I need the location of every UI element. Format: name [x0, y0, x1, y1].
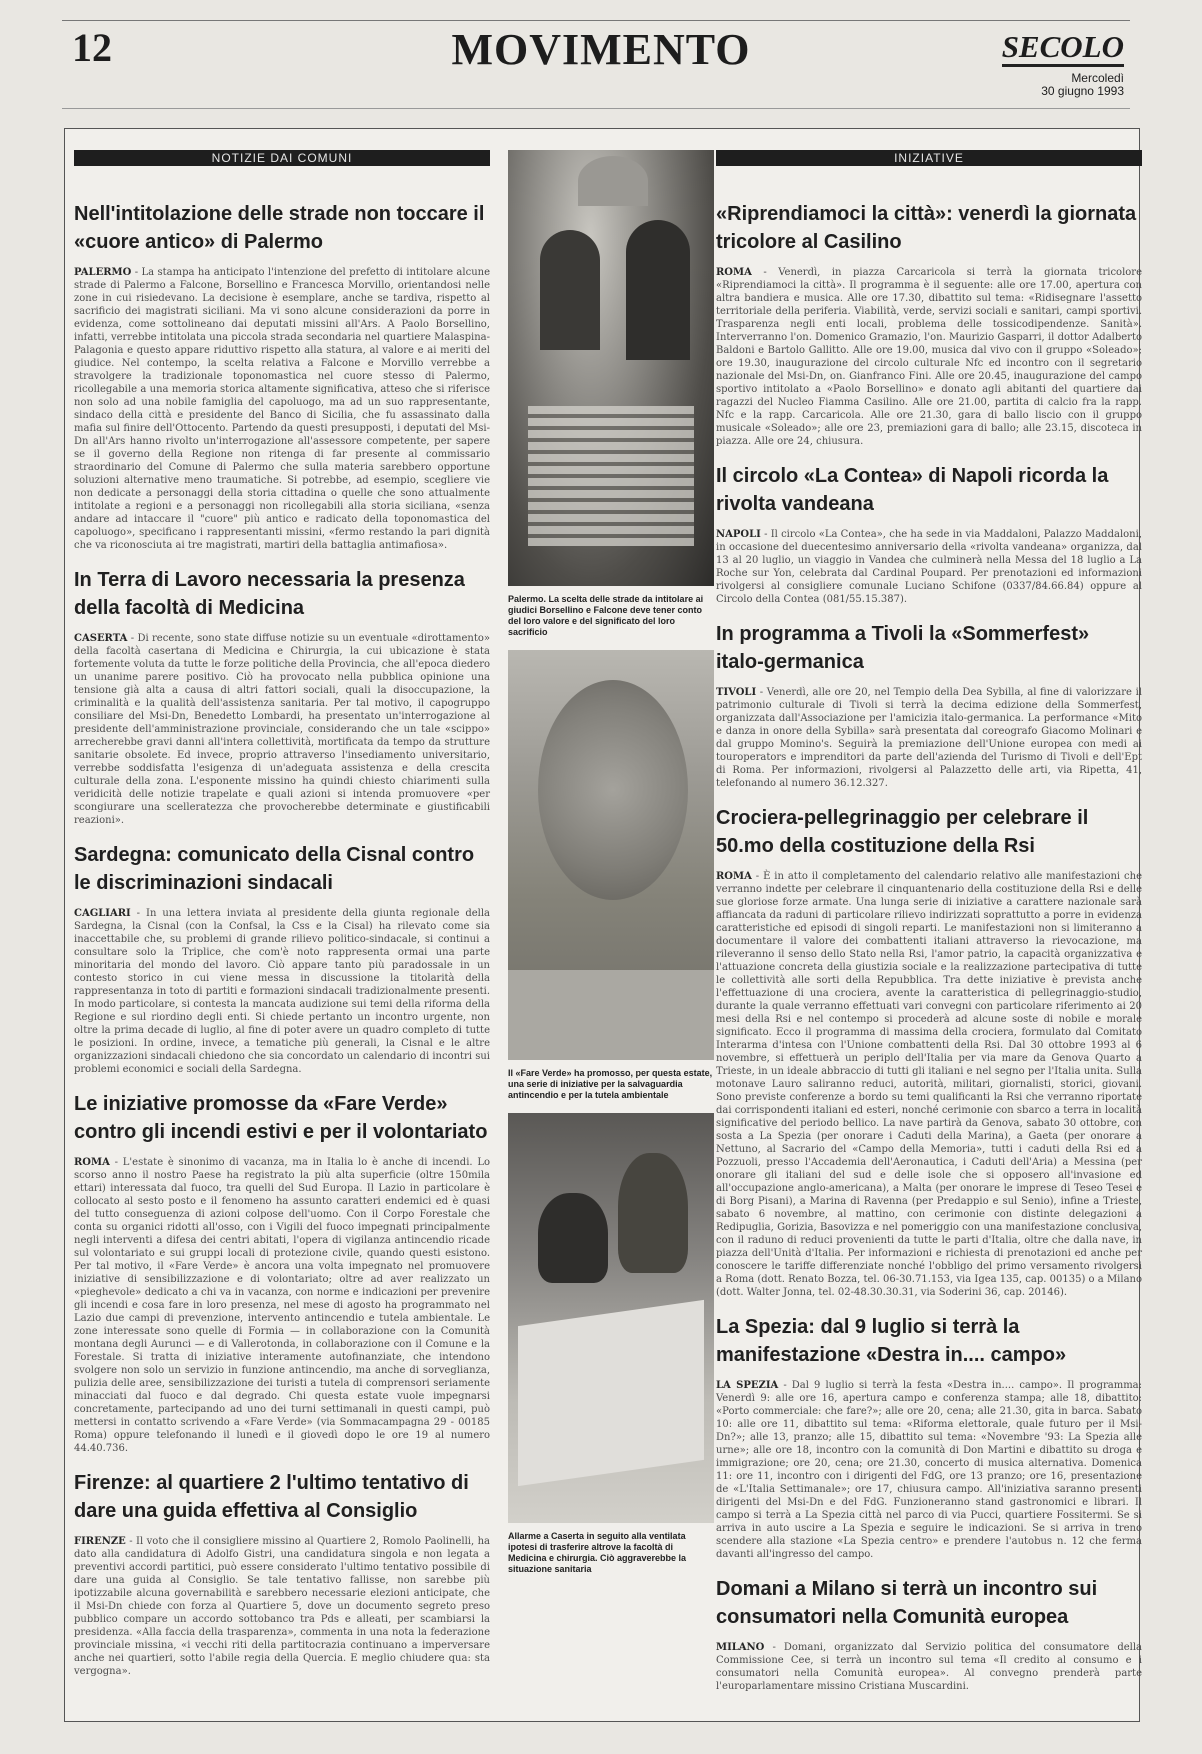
article	[716, 1575, 1142, 1693]
photo-students	[508, 1113, 714, 1523]
article	[74, 1090, 490, 1455]
article-body	[716, 266, 1142, 448]
masthead	[0, 0, 1202, 120]
section-band: NOTIZIE DAI COMUNI	[74, 150, 490, 166]
section-title: MOVIMENTO	[451, 25, 751, 74]
article	[716, 620, 1142, 790]
section-band: INIZIATIVE	[716, 150, 1142, 166]
article-text: - Di recente, sono state diffuse notizie su un eventuale «dirottamento» della facoltà casertana di Medicina e Chirurgia, la cui ubicazione è stata fortemente voluta da tutte le forze politiche della Provincia, che all'epoca diedero un unanime parere positivo. Ciò ha provocato nella pubblica opinione una tensione già alta a causa di altri fattori sociali, quali la disoccupazione, la criminalità e la qualità dell'assistenza sanitaria. Per tal motivo, il capogruppo consiliare del Msi-Dn, Benedetto Lombardi, ha presentato un'interrogazione al presidente dell'amministrazione provinciale, considerando che un tale «scippo» arrecherebbe gravi danni all'intera collettività, mortificata da tempo da strutture sanitarie obsolete. Ed invece, proprio attraverso l'insediamento universitario, verrebbe soddisfatta l'esigenza di un'adeguata assistenza e della crescita culturale della zona. L'esponente missino ha quindi chiesto chiarimenti sulla veridicità delle notizie trapelate e quali azioni si intenda promuovere «per scongiurare una scelleratezza che provocherebbe determinate e giustificabili reazioni».	[74, 633, 490, 826]
photo-detail	[528, 406, 694, 546]
article-body	[74, 632, 490, 827]
article-text: - La stampa ha anticipato l'intenzione del prefetto di intitolare alcune strade di Palermo a Falcone, Borsellino e Francesca Morvillo, orientandosi nelle zone in cui risiedevano. La decisione è esemplare, anche se tardiva, rispetto al sacrificio dei magistrati siciliani. Ma vi sono alcune considerazioni da porre in evidenza, come sottolineano dai deputati missini all'Ars. A Paolo Borsellino, infatti, verrebbe intitolata una piccola strada secondaria nel quartiere Malaspina-Palagonia e questo appare riduttivo rispetto alla statura, al valore e ai meriti del giudice. Nel contempo, la scelta relativa a Falcone e Morvillo verrebbe a stravolgere la tradizionale toponomastica nel cuore stesso di Palermo, ricollegabile a una memoria storica altamente significativa, atteso che si riferisce non solo ad una nobile famiglia del capoluogo, ma ad un suo rappresentante, sindaco della città e presidente del Banco di Sicilia, che fu assassinato dalla mafia sul finire dell'Ottocento. Partendo da questi presupposti, i deputati del Msi-Dn all'Ars hanno rivolto un'interrogazione all'assessore competente, per sapere se il governo della Regione non ritenga di far presente al commissario straordinario del Comune di Palermo che sulla materia sarebbero opportune soluzioni alternative meno traumatiche. Si potrebbe, ad esempio, scegliere vie non dedicate a personaggi della storia cittadina o quelle che sono attualmente intitolate a regioni e a personaggi non ricollegabili alla storia siciliana, «senza andare ad intaccare il "cuore" più antico e radicato della toponomastica del capoluogo», specificano i rappresentanti missini, «fermo restando la pari dignità che va riconosciuta ai tre magistrati, martiri della battaglia antimafiosa».	[74, 267, 490, 551]
masthead-rule	[62, 108, 1130, 109]
article	[74, 1469, 490, 1678]
dateline: PALERMO	[74, 267, 132, 278]
article-body	[716, 528, 1142, 606]
issue-date	[1004, 72, 1124, 98]
article-body	[74, 266, 490, 552]
dateline: ROMA	[716, 267, 752, 278]
article-headline: In Terra di Lavoro necessaria la presenza della facoltà di Medicina	[74, 569, 465, 619]
article-headline: Le iniziative promosse da «Fare Verde» contro gli incendi estivi e per il volontariato	[74, 1093, 488, 1143]
photo-detail	[538, 1193, 608, 1283]
article-body	[74, 907, 490, 1076]
dateline: MILANO	[716, 1642, 765, 1653]
article-headline: La Spezia: dal 9 luglio si terrà la manifestazione «Destra in.... campo»	[716, 1316, 1067, 1366]
article-text: - Dal 9 luglio si terrà la festa «Destra in.... campo». Il programma: Venerdì 9: alle ore 16, apertura campo e conferenza stampa; alle 18, dibattito: «Porto commerciale: che fare?»; alle ore 20, cena; alle 21.30, gita in barca. Sabato 10: alle ore 11, dibattito sul tema: «Riforma elettorale, quale futuro per il Msi-Dn?»; alle 13, pranzo; alle 15, dibattito sul tema: «Novembre '93: La Spezia alle urne»; alle ore 18, incontro con la comunità di Don Martini e dibattito su droga e immigrazione; ore 20, cena; ore 21.30, concerto di musica alternativa. Domenica 11: ore 11, incontro con i dirigenti del FdG, ore 13 pranzo; ore 16, presentazione de «L'Italia Settimanale»; ore 17, chiusura campo. All'iniziativa saranno presenti dirigenti del Msi-Dn e del FdG. Funzioneranno stand gastronomici e librari. Il campo si terrà a La Spezia città nel parco di via Pucci, quartiere Fossitermi. Se si arriva in auto uscire a La Spezia e seguire le indicazioni. Se si arriva in treno scendere alla stazione «La Spezia centro» e prendere l'autobus n. 12 che ferma davanti all'ingresso del campo.	[716, 1380, 1143, 1560]
article-headline: In programma a Tivoli la «Sommerfest» italo-germanica	[716, 623, 1090, 673]
article-headline: «Riprendiamoci la città»: venerdì la giornata tricolore al Casilino	[716, 203, 1137, 253]
article-body	[716, 1379, 1142, 1561]
article	[716, 1313, 1142, 1561]
issue-date-text: 30 giugno 1993	[1041, 84, 1124, 98]
article-body	[716, 686, 1142, 790]
dateline: TIVOLI	[716, 687, 757, 698]
photo-column	[508, 150, 714, 1587]
photo-detail	[538, 680, 688, 900]
photo-detail	[618, 1153, 688, 1273]
photo-detail	[508, 970, 714, 1060]
photo-detail	[540, 230, 600, 350]
article-body	[716, 870, 1142, 1299]
article-headline: Firenze: al quartiere 2 l'ultimo tentativo di dare una guida effettiva al Consiglio	[74, 1472, 469, 1522]
article-headline: Nell'intitolazione delle strade non toccare il «cuore antico» di Palermo	[74, 203, 485, 253]
page-number: 12	[72, 25, 112, 70]
article-body	[74, 1535, 490, 1678]
top-rule	[62, 20, 1130, 21]
article-text: - Il circolo «La Contea», che ha sede in via Maddaloni, Palazzo Maddaloni, in occasione del duecentesimo anniversario della «rivolta vandeana» organizza, dal 13 al 20 luglio, un viaggio in Vandea che culminerà nella Messa del 18 luglio a La Roche sur Yon, celebrata dal Cardinal Poupard. Per prenotazioni ed informazioni rivolgersi al consigliere comunale Luciano Schifone (0337/84.66.84) oppure al Circolo della Contea (081/55.15.387).	[716, 529, 1142, 605]
article-headline: Il circolo «La Contea» di Napoli ricorda la rivolta vandeana	[716, 465, 1109, 515]
article-headline: Domani a Milano si terrà un incontro sui consumatori nella Comunità europea	[716, 1578, 1098, 1628]
article	[716, 200, 1142, 448]
article-body	[716, 1641, 1142, 1693]
dateline: FIRENZE	[74, 1536, 126, 1547]
dateline: CAGLIARI	[74, 908, 131, 919]
dateline: CASERTA	[74, 633, 128, 644]
dateline: ROMA	[74, 1157, 110, 1168]
article-body	[74, 1156, 490, 1455]
article-text: - In una lettera inviata al presidente della giunta regionale della Sardegna, la Cisnal (con la Confsal, la Css e la Cisal) ha rilevato come sia inaccettabile che, su problemi di grande rilievo politico-sindacale, si continui a consultare solo la Triplice, che com'è noto rappresenta ormai una parte minoritaria del mondo del lavoro. Ciò appare tanto più paradossale in un contesto storico in cui viene messa in discussione la titolarità della rappresentanza in toto di partiti e formazioni sindacali tradizionalmente presenti. In modo particolare, si contesta la mancata audizione sui temi della riforma della Regione e sul riordino degli enti. Si chiede pertanto un incontro urgente, non oltre la prima decade di luglio, al fine di poter avere un quadro completo di tutte le posizioni. In ordine, invece, a tematiche più generali, la Cisnal e le altre organizzazioni sindacali chiedono che sia concordato un calendario di incontri sui problemi economici e sociali della Sardegna.	[74, 908, 490, 1075]
article	[716, 462, 1142, 606]
article	[716, 804, 1142, 1299]
dateline: LA SPEZIA	[716, 1380, 779, 1391]
article-text: - Venerdì, in piazza Carcaricola si terrà la giornata tricolore «Riprendiamoci la città». Il programma è il seguente: alle ore 17.00, apertura con altra bandiera e musica. Alle ore 17.30, dibattito sul tema: «Ridisegnare l'assetto territoriale della periferia. Viabilità, verde, servizi sociali e sanitari, campi sportivi. Trasparenza negli enti locali, problema delle tossicodipendenze. Sanità». Interverranno l'on. Domenico Gramazio, l'on. Maurizio Gasparri, il dottor Adalberto Baldoni e Bartolo Gallitto. Alle ore 19.00, musica dal vivo con il gruppo «Soleado»; ore 19.30, inaugurazione del circolo culturale Nfc ed incontro con il segretario nazionale del Msi-Dn, on. Gianfranco Fini. Alle ore 20.45, inaugurazione del campo sportivo intitolato a «Paolo Borsellino» e donato agli abitanti del quartiere dai ragazzi del Nucleo Fiamma Casilino. Alle ore 21.00, partita di calcio fra la rapp. Nfc e la rapp. Carcaricola. Alle ore 21.30, gara di ballo liscio con il gruppo musicale «Soleado»; alle ore 23, premiazioni gara di ballo; alle 23.15, discoteca in piazza. Alle ore 24, chiusura.	[716, 267, 1142, 447]
article-text: - È in atto il completamento del calendario relativo alle manifestazioni che verranno indette per celebrare il cinquantenario della costituzione della Rsi e delle sue gloriose forze armate. Una lunga serie di iniziative a carattere nazionale sarà affiancata da raduni di particolare rilievo indirizzati soprattutto a porre in evidenza caratteristiche ed episodi di singoli reparti. Le manifestazioni non si limiteranno a documentare il valore dei combattenti italiani attraverso la rievocazione, ma rileveranno il senso dello Stato nella Rsi, l'amor patrio, la capacità organizzativa e l'attuazione concreta della giustizia sociale e la realizzazione partecipativa di tutte le collettività alle sorti della Repubblica. Tra dette iniziative è prevista anche l'effettuazione di una crociera, avente la caratteristica di pellegrinaggio-studio, durante la quale verranno effettuati vari convegni con particolare riferimento ai 20 mesi della Rsi e nel contempo si procederà ad alcune soste di nobile e morale significato. Ecco il programma di massima della crociera, formulato dal Comitato Interarma d'intesa con l'Unione combattenti della Rsi. Dal 30 ottobre 1993 al 6 novembre, si effettuerà un periplo dell'Italia per via mare da Genova Quarto a Trieste, in un ideale abbraccio di tutti gli italiani e nel segno per l'Italia unita. Sulla motonave Lauro saliranno reduci, autorità, militari, giornalisti, storici, giovani. Sono previste conferenze a bordo su temi qualificanti la Rsi che verranno riportate dai corrispondenti italiani ed esteri, nonché cerimonie con sbarco a terra in località significative del periodo bellico. La nave partirà da Genova, sabato 30 ottobre, con sosta a La Spezia (per onorare i Caduti della Marina), a Gaeta (per onorare a Nettuno, al Sacrario del «Campo della Memoria», tutti i caduti della Rsi ed a Pozzuoli, presso l'Accademia dell'Aeronautica, i Caduti dell'Aria) a Messina (per onorare gli italiani del sud e delle isole che si opposero all'invasione ed all'occupazione anglo-americana), a Malta (per onorare le imprese di Teseo Tesei e di Borg Pisani), a Marina di Ravenna (per Predappio e sul Senio), infine a Trieste, sabato 6 novembre, al mattino, con cerimonie con distinte delegazioni a Redipuglia, Gorizia, Basovizza e nel pomeriggio con una manifestazione conclusiva, con il raduno di reduci provenienti da tutte le parti d'Italia, oltre che dalla nave, in piazza dell'Unità d'Italia. Per informazioni e richiesta di prenotazioni ed anche per conoscere le tariffe differenziate nonché l'obbligo del primo versamento rivolgersi a Roma (dott. Renato Bozza, tel. 06-30.71.153, via Igea 135, cap. 00135) o a Milano (dott. Walter Jonna, tel. 02-48.30.30.31, via Soderini 36, cap. 20146).	[716, 871, 1142, 1298]
issue-day: Mercoledì	[1071, 71, 1124, 85]
article-text: - Il voto che il consigliere missino al Quartiere 2, Romolo Paolinelli, ha dato alla candidatura di Adolfo Gistri, una candidatura singola e non legata a preventivi accordi partitici, può essere considerato l'ultimo tentativo possibile di dare una guida al Consiglio. Se tale tentativo fallisse, non sarebbe più ipotizzabile alcuna governabilità e sarebbero necessarie elezioni anticipate, che il Msi-Dn chiede con forza al Quartiere 5, dove un documento segreto preso pubblico compare un accordo sottobanco tra Pds e alleati, per scambiarsi la presidenza. «Alla faccia della trasparenza», commenta in una nota la federazione provinciale missina, «i vecchi riti della partitocrazia continuano a imperversare anche nei quartieri, sotto l'abile regia della Quercia. E meglio chiudere qua: sta vergogna».	[74, 1536, 490, 1677]
photo-detail	[626, 220, 690, 360]
article-text: - L'estate è sinonimo di vacanza, ma in Italia lo è anche di incendi. Lo scorso anno il nostro Paese ha registrato la più alta superficie (oltre 150mila ettari) interessata dal fuoco, tra quelli del Sud Europa. Il Lazio in particolare è collocato al sesto posto e il fenomeno ha assunto caratteri endemici ed è quasi del tutto conseguenza di azioni colpose dell'uomo. Con il Corpo Forestale che conta su organici ridotti all'osso, con i Vigili del fuoco impegnati principalmente negli interventi a difesa dei centri abitati, l'opera di vigilanza antincendio ricade sul volontariato e sui gruppi locali di protezione civile, quando questi esistono. Per tal motivo, il «Fare Verde» è ancora una volta impegnato nel promuovere iniziative di sensibilizzazione e di volontariato; oltre ad aver realizzato un «pieghevole» dedicato a chi va in vacanza, con norme e indicazioni per prevenire gli incendi e cosa fare in loro presenza, nel mese di agosto ha programmato nel Lazio due campi di prevenzione, intervento antincendio e tutela ambientale. Le zone interessate sono quelle di Formia — in collaborazione con la Comunità montana degli Aurunci — e di Vallerotonda, in collaborazione con il Comune e la Forestale. Si tratta di iniziative interamente autofinanziate, che intendono svolgere non solo un servizio in funzione antincendio, ma anche di sorveglianza, pulizia delle aree, sensibilizzazione dei turisti a tutela di comprensori seriamente minacciati dal fuoco e dal degrado. Chi questa estate vuole impegnarsi concretamente, partecipando ad uno dei turni settimanali in questi campi, può mettersi in contatto scrivendo a «Fare Verde» (via Sommacampagna 29 - 00185 Roma) oppure telefonando il lunedì e il giovedì dopo le ore 19 al numero 44.40.736.	[74, 1157, 490, 1454]
article-headline: Crociera-pellegrinaggio per celebrare il 50.mo della costituzione della Rsi	[716, 807, 1089, 857]
article-text: - Domani, organizzato dal Servizio politica del consumatore della Commissione Cee, si terrà un incontro sul tema «Il credito al consumo e i consumatori nella Comunità europea». Al convegno prenderà parte l'europarlamentare missino Cristiana Muscardini.	[716, 1642, 1142, 1692]
photo-caption: Il «Fare Verde» ha promosso, per questa estate, una serie di iniziative per la salvaguardia antincendio e per la tutela ambientale	[508, 1068, 713, 1100]
photo-caption: Palermo. La scelta delle strade da intitolare ai giudici Borsellino e Falcone deve tener conto del loro valore e del significato del loro sacrificio	[508, 594, 704, 637]
dateline: NAPOLI	[716, 529, 761, 540]
article-headline: Sardegna: comunicato della Cisnal contro le discriminazioni sindacali	[74, 844, 475, 894]
photo-detail	[578, 156, 648, 206]
newspaper-logo: SECOLO	[1002, 30, 1124, 67]
column-notizie	[74, 150, 490, 1692]
article	[74, 841, 490, 1076]
article	[74, 200, 490, 552]
article	[74, 566, 490, 827]
photo-detail	[518, 1300, 704, 1486]
dateline: ROMA	[716, 871, 752, 882]
photo-forest	[508, 650, 714, 1060]
photo-caption: Allarme a Caserta in seguito alla ventilata ipotesi di trasferire altrove la facoltà di Medicina e chirurgia. Ciò aggraverebbe la situazione sanitaria	[508, 1531, 687, 1574]
photo-palermo-palace	[508, 150, 714, 586]
column-iniziative	[716, 150, 1142, 1707]
article-text: - Venerdì, alle ore 20, nel Tempio della Dea Sybilla, al fine di valorizzare il patrimonio culturale di Tivoli si terrà la decima edizione della Sommerfest, organizzata dall'Associazione per l'amicizia italo-germanica. La performance «Mito e danza in onore della Sybilla» sarà presentata dal coreografo Giacomo Molinari e dal gruppo Momino's. Seguirà la premiazione dell'Unione europea con medi ai touroperators e imprenditori da parte dell'azienda del Turismo di Tivoli e dell'Ept di Roma. Per informazioni, rivolgersi al Palazzetto delle arti, via Ripetta, 41, telefonando al numero 36.12.327.	[716, 687, 1142, 789]
